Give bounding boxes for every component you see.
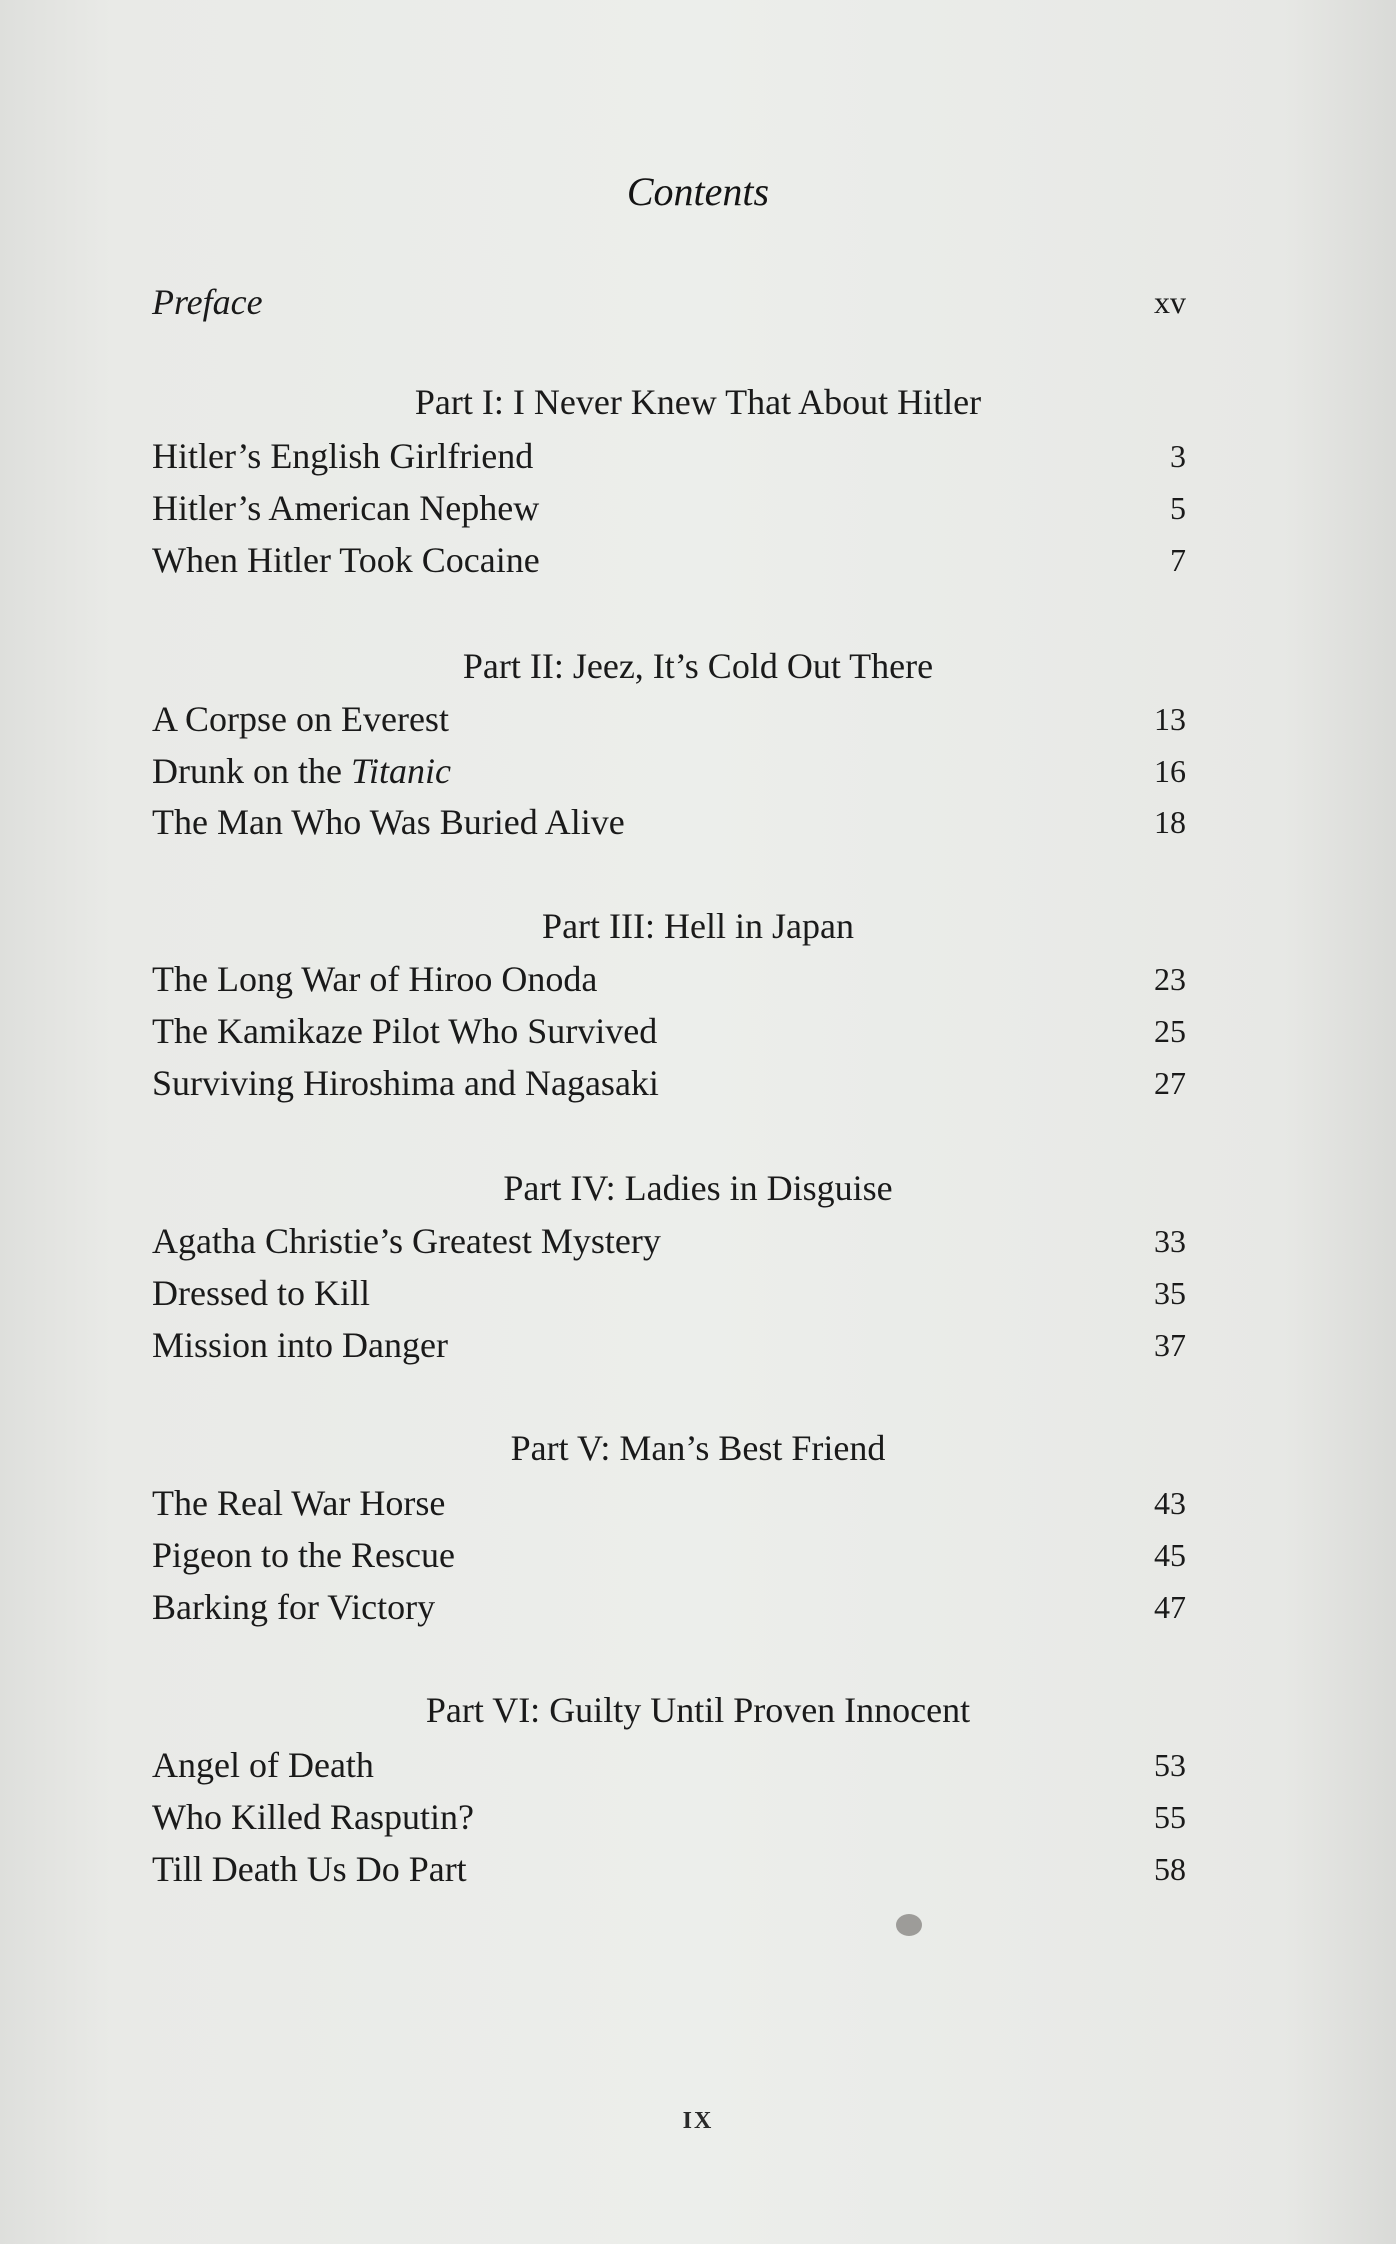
toc-entry: [152, 536, 1186, 584]
entry-title: Hitler’s English Girlfriend: [152, 436, 534, 476]
toc-entry: [152, 484, 1186, 532]
entry-page: 25: [1154, 1013, 1186, 1049]
preface-label: Preface: [152, 282, 263, 322]
toc-entry: [152, 1059, 1186, 1107]
toc-entry: [152, 432, 1186, 480]
entry-page: 13: [1154, 701, 1186, 737]
part-heading: Part III: Hell in Japan: [542, 906, 854, 946]
entry-page: 3: [1170, 438, 1186, 474]
entry-page: 23: [1154, 961, 1186, 997]
toc-entry: [152, 1741, 1186, 1789]
entry-title: When Hitler Took Cocaine: [152, 540, 540, 580]
entry-title: Surviving Hiroshima and Nagasaki: [152, 1063, 659, 1103]
part-heading: Part V: Man’s Best Friend: [510, 1428, 886, 1468]
entry-page: 35: [1154, 1275, 1186, 1311]
entry-title: Angel of Death: [152, 1745, 374, 1785]
entry-title: Pigeon to the Rescue: [152, 1535, 455, 1575]
entry-title: [152, 747, 451, 795]
entry-page: 37: [1154, 1327, 1186, 1363]
part-heading: Part II: Jeez, It’s Cold Out There: [462, 646, 934, 686]
preface-entry: [152, 278, 1186, 326]
entry-title: The Kamikaze Pilot Who Survived: [152, 1011, 658, 1051]
part-heading: Part VI: Guilty Until Proven Innocent: [425, 1690, 971, 1730]
page-number: IX: [682, 2108, 714, 2134]
entry-title-italic: Titanic: [350, 751, 451, 791]
toc-entry: [152, 747, 1186, 795]
entry-page: 53: [1154, 1747, 1186, 1783]
toc-entry: [152, 1269, 1186, 1317]
entry-title: Barking for Victory: [152, 1587, 436, 1627]
entry-page: 43: [1154, 1485, 1186, 1521]
entry-title: The Long War of Hiroo Onoda: [152, 959, 598, 999]
toc-entry: [152, 955, 1186, 1003]
entry-page: 18: [1154, 804, 1186, 840]
toc-entry: [152, 1217, 1186, 1265]
entry-page: 58: [1154, 1851, 1186, 1887]
entry-title: Agatha Christie’s Greatest Mystery: [152, 1221, 661, 1261]
entry-title: Mission into Danger: [152, 1325, 448, 1365]
entry-title: Hitler’s American Nephew: [152, 488, 540, 528]
entry-title: Who Killed Rasputin?: [152, 1797, 474, 1837]
toc-entry: [152, 1845, 1186, 1893]
entry-page: 27: [1154, 1065, 1186, 1101]
entry-title: A Corpse on Everest: [152, 699, 449, 739]
entry-title: The Man Who Was Buried Alive: [152, 802, 625, 842]
entry-page: 45: [1154, 1537, 1186, 1573]
part-heading: Part IV: Ladies in Disguise: [503, 1168, 893, 1208]
entry-page: 7: [1170, 542, 1186, 578]
toc-entry: [152, 1583, 1186, 1631]
paper-blemish: [896, 1914, 922, 1936]
contents-title: Contents: [626, 169, 770, 214]
entry-page: 47: [1154, 1589, 1186, 1625]
entry-title-prefix: Drunk on the: [152, 751, 351, 791]
entry-page: 16: [1154, 753, 1186, 789]
entry-title: The Real War Horse: [152, 1483, 446, 1523]
toc-entry: [152, 798, 1186, 846]
toc-entry: [152, 1321, 1186, 1369]
toc-entry: [152, 1479, 1186, 1527]
toc-entry: [152, 1007, 1186, 1055]
entry-page: 33: [1154, 1223, 1186, 1259]
entry-page: 55: [1154, 1799, 1186, 1835]
entry-page: 5: [1170, 490, 1186, 526]
part-heading: Part I: I Never Knew That About Hitler: [414, 382, 982, 422]
entry-title: Dressed to Kill: [152, 1273, 370, 1313]
preface-page: xv: [1154, 284, 1186, 320]
toc-entry: [152, 1531, 1186, 1579]
entry-title: Till Death Us Do Part: [152, 1849, 467, 1889]
toc-entry: [152, 1793, 1186, 1841]
toc-entry: [152, 695, 1186, 743]
